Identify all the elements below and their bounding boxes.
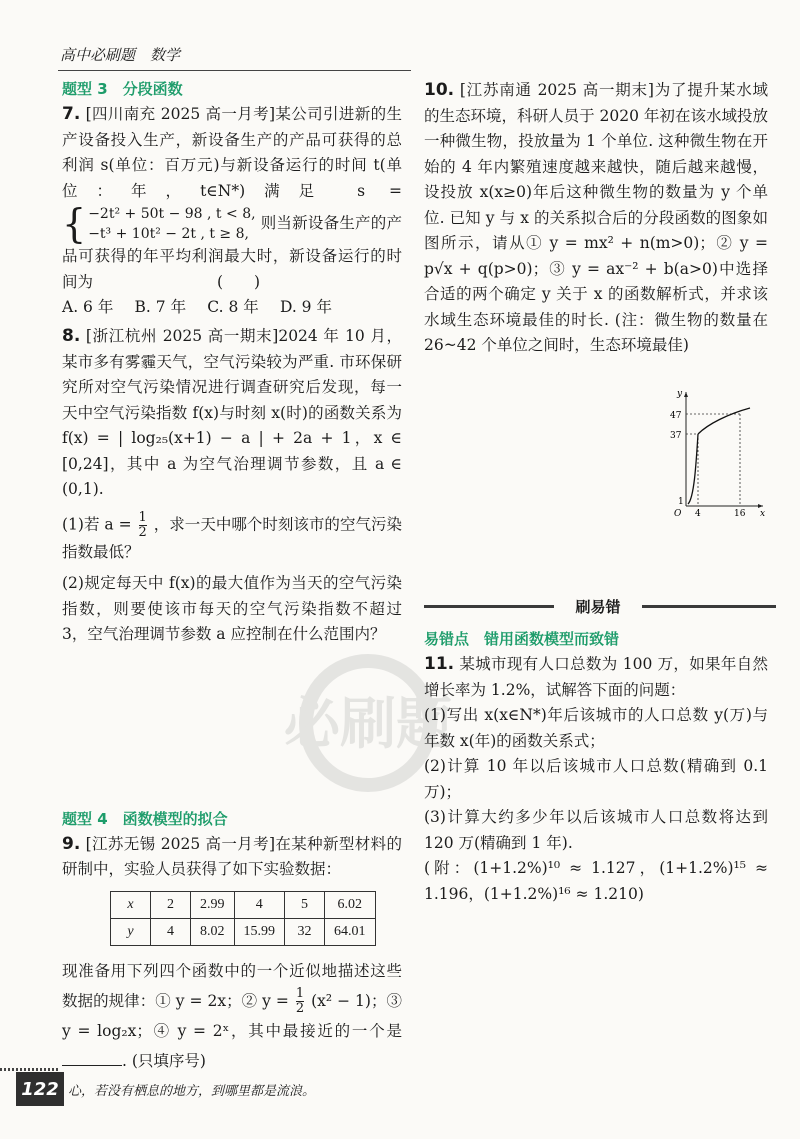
- divider-label: 刷易错: [558, 596, 638, 617]
- question-8-part-1: [62, 511, 402, 566]
- table-cell: 64.01: [325, 918, 376, 945]
- question-9-choices: [62, 956, 402, 1077]
- question-text: [浙江杭州 2025 高一期末]2024 年 10 月，某市多有雾霾天气，空气污染较为严重. 市环保研究所对空气污染情况进行调查研究后发现，每一天中空气污染指数 f(x)与时刻 x(时)的函数关系为 f(x) = | log₂₅(x+1) − a | + 2a + 1，x ∈ [0,24]，其中 a 为空气治理调节参数，且 a ∈ (0,1).: [62, 327, 402, 498]
- table-cell: 4: [151, 918, 191, 945]
- x-axis-label: x: [760, 509, 766, 516]
- answer-blank[interactable]: [62, 1052, 122, 1066]
- question-text: [江苏无锡 2025 高一月考]在某种新型材料的研制中，实验人员获得了如下实验数据：: [62, 834, 402, 878]
- table-cell: 6.02: [325, 891, 376, 918]
- table-cell: 15.99: [234, 918, 285, 945]
- denominator: 2: [138, 524, 147, 540]
- table-cell: x: [111, 891, 151, 918]
- x-tick-4: 4: [695, 509, 701, 516]
- left-column: [62, 78, 402, 1076]
- running-header: 高中必刷题 数学: [60, 46, 181, 64]
- table-cell: 5: [285, 891, 325, 918]
- section-heading-3: 题型 3 分段函数: [62, 80, 183, 98]
- curve-segment-1: [688, 434, 698, 504]
- question-number: 9.: [62, 833, 81, 854]
- footer-dots: [0, 1068, 60, 1071]
- table-cell: 32: [285, 918, 325, 945]
- choices-text: 现准备用下列四个函数中的一个近似地描述这些数据的规律：① y = 2x；② y =: [62, 961, 402, 1010]
- question-9: [62, 832, 402, 883]
- x-axis-arrow: [758, 504, 763, 508]
- piece-case-2: −t³ + 10t² − 2t , t ≥ 8,: [88, 226, 249, 242]
- table-cell: 8.02: [191, 918, 235, 945]
- question-7: [62, 102, 402, 295]
- footer-motto: 心，若没有栖息的地方，到哪里都是流浪。: [68, 1084, 316, 1099]
- question-11: [424, 652, 768, 907]
- x-tick-16: 16: [734, 509, 746, 516]
- question-10: [424, 78, 768, 359]
- curve-segment-2: [698, 408, 750, 434]
- y-tick-47: 47: [670, 411, 682, 421]
- question-number: 7.: [62, 104, 81, 124]
- table-row-y: [111, 918, 376, 945]
- part-text-cont: ，求一天中哪个时刻该市的空气污染指数最低？: [62, 515, 402, 561]
- fraction: [296, 987, 304, 1016]
- numerator: 1: [295, 986, 305, 1001]
- question-text-cont: 则当新设备生产的产品可获得的年平均利润最大时，新设备运行的时间为 ( ): [62, 214, 402, 291]
- table-cell: y: [111, 918, 151, 945]
- data-table: [110, 891, 376, 946]
- question-text: [四川南充 2025 高一月考]某公司引进新的生产设备投入生产，新设备生产的产品可获得的总利润 s(单位：百万元)与新设备运行的时间 t(单位：年，t∈N*)满足 s =: [62, 105, 402, 200]
- option-c[interactable]: C. 8 年: [207, 298, 259, 316]
- header-rule: [58, 70, 411, 71]
- piecewise-function: [62, 200, 256, 248]
- option-b[interactable]: B. 7 年: [134, 298, 187, 316]
- y-tick-1: 1: [678, 497, 684, 507]
- page-number: 122: [16, 1072, 64, 1106]
- part-text: (1)若 a =: [62, 515, 132, 533]
- answer-options: [62, 295, 332, 320]
- section-heading-4: 题型 4 函数模型的拟合: [62, 809, 228, 828]
- question-number: 8.: [62, 326, 81, 346]
- table-cell: 2.99: [191, 891, 235, 918]
- denominator: 2: [295, 1001, 305, 1016]
- brace-symbol: {: [62, 200, 87, 248]
- question-11-note: (附：(1+1.2%)¹⁰ ≈ 1.127，(1+1.2%)¹⁵ ≈ 1.196，(1+1.2%)¹⁶ ≈ 1.210): [424, 859, 768, 903]
- question-text: [江苏南通 2025 高一期末]为了提升某水域的生态环境，科研人员于 2020 年初在该水域投放一种微生物，投放量为 1 个单位. 这种微生物在开始的 4 年内繁殖速度越来越快，随后越来越慢，设投放 x(x≥0)年后这种微生物的数量为 y 个单位. 已知 y 与 x 的关系拟合后的分段函数的图象如图所示，请从① y = mx² + n(m>0)；② y = p√x + q(p>0)；③ y = ax⁻² + b(a>0)中选择合适的两个确定 y 关于 x 的函数解析式，并求该水域生态环境最佳的时长. (注：微生物的数量在 26~42 个单位之间时，生态环境最佳): [424, 81, 768, 354]
- question-11-part-2: (2)计算 10 年以后该城市人口总数(精确到 0.1 万)；: [424, 757, 768, 801]
- question-number: 10.: [424, 80, 455, 100]
- choices-text-cont: (x² − 1)；③ y = log₂x；④ y = 2ˣ，其中最接近的一个是: [62, 991, 402, 1040]
- y-axis-label: y: [677, 389, 683, 399]
- y-tick-37: 37: [670, 431, 682, 441]
- table-cell: 4: [234, 891, 285, 918]
- table-cell: 2: [151, 891, 191, 918]
- question-11-part-1: (1)写出 x(x∈N*)年后该城市的人口总数 y(万)与年数 x(年)的函数关系式；: [424, 706, 768, 750]
- section-divider: [424, 598, 776, 616]
- y-axis-arrow: [684, 392, 688, 397]
- right-column: [424, 78, 768, 359]
- table-row-x: [111, 891, 376, 918]
- option-a[interactable]: A. 6 年: [62, 298, 114, 316]
- watermark-text: 必刷题: [284, 692, 452, 757]
- question-11-part-3: (3)计算大约多少年以后该城市人口总数将达到 120 万(精确到 1 年).: [424, 808, 768, 852]
- piece-case-1: −2t² + 50t − 98 , t < 8,: [88, 206, 256, 222]
- piecewise-graph: [668, 386, 768, 516]
- fraction: [139, 511, 147, 540]
- origin-label: O: [674, 509, 682, 516]
- question-number: 11.: [424, 654, 455, 674]
- error-point-heading: 易错点 错用函数模型而致错: [424, 630, 620, 648]
- numerator: 1: [138, 509, 147, 525]
- question-8: [62, 324, 402, 503]
- question-8-part-2: (2)规定每天中 f(x)的最大值作为当天的空气污染指数，则要使该市每天的空气污染指数不超过 3，空气治理调节参数 a 应控制在什么范围内？: [62, 574, 402, 643]
- option-d[interactable]: D. 9 年: [279, 298, 332, 316]
- choices-text-end: . (只填序号): [122, 1052, 206, 1070]
- question-text: 某城市现有人口总数为 100 万，如果年自然增长率为 1.2%，试解答下面的问题：: [424, 655, 768, 699]
